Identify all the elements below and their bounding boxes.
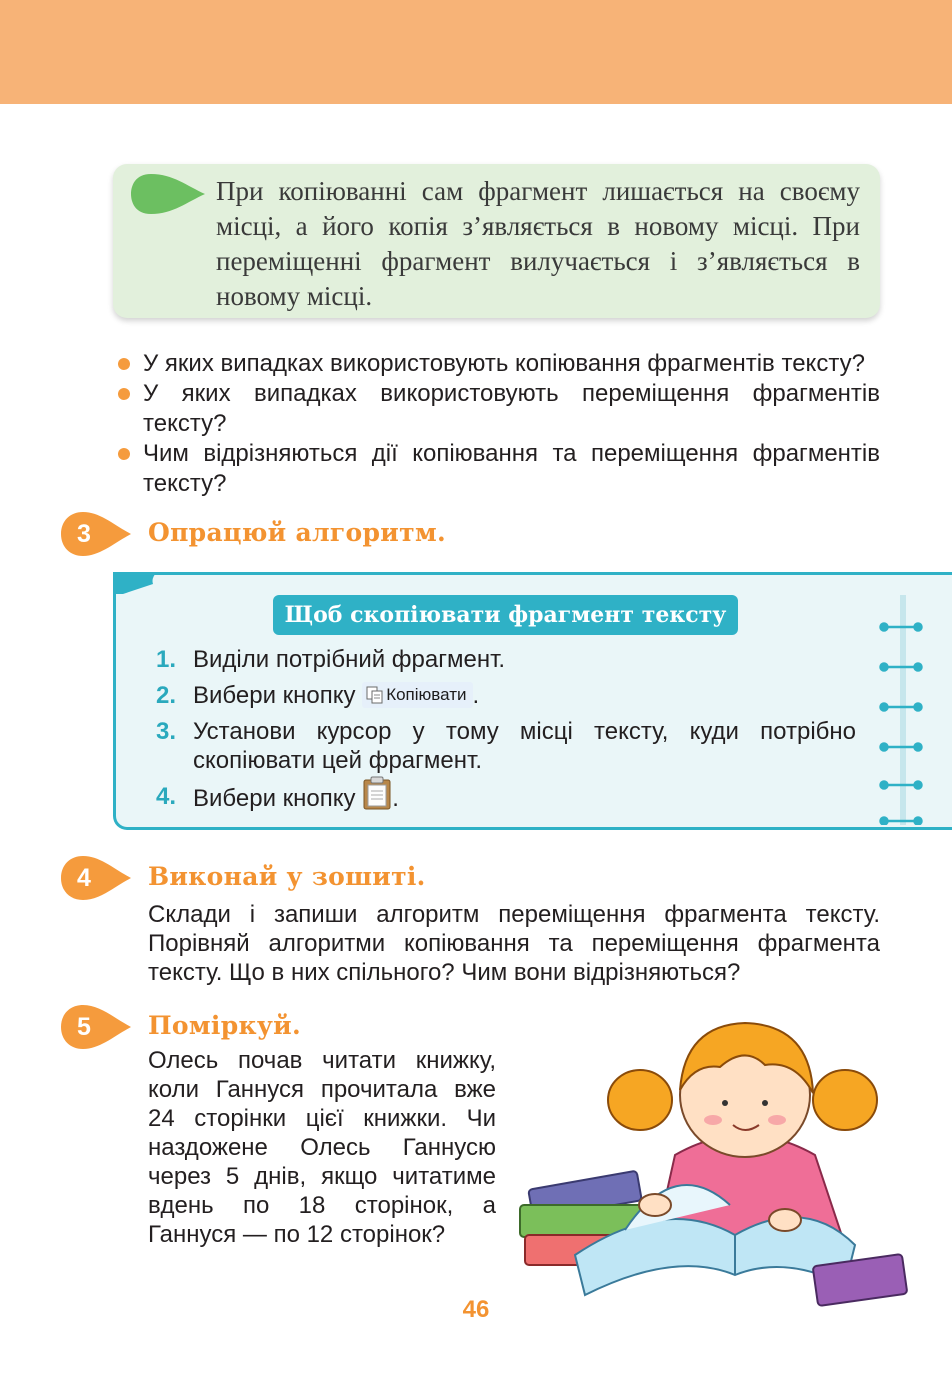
algorithm-steps [156,645,856,824]
algorithm-step: 4. Вибери кнопку . [156,782,856,817]
green-leaf-icon [129,172,209,216]
box-corner-decoration [113,572,159,594]
task-5-title: Поміркуй. [148,1011,301,1040]
algorithm-step: 3. Установи курсор у тому місці тексту, куди потрібно скопіювати цей фрагмент. [156,718,856,774]
info-note-box [113,164,880,318]
bullet-dot-icon [118,388,130,400]
question-item: У яких випадках використовують переміщення фрагментів тексту? [116,379,880,439]
task-4-text: Склади і запиши алгоритм переміщення фрагмента тексту. Порівняй алгоритми копіювання та переміщення фрагмента тексту. Що в них спільного? Чим вони відрізняються? [148,901,880,986]
page-number: 46 [462,1296,490,1323]
question-item: Чим відрізняються дії копіювання та переміщення фрагментів тексту? [116,439,880,499]
task-5-text: Олесь почав читати книжку, коли Ганнуся прочитала вже 24 сторінки цієї книжки. Чи наздожене Олесь Ганнусю через 5 днів, якщо читатиме вдень по 18 сторінок, а Ганнуся — по 12 сторінок? [148,1047,496,1248]
paste-button[interactable] [362,776,392,817]
question-item: У яких випадках використовують копіювання фрагментів тексту? [116,349,880,379]
task-3-title: Опрацюй алгоритм. [148,518,446,547]
task-3-badge: 3 [60,511,132,557]
bullet-dot-icon [118,448,130,460]
algorithm-box-title: Щоб скопіювати фрагмент тексту [273,595,738,635]
top-color-band [0,0,952,104]
copy-button[interactable]: Копіювати [362,682,472,708]
algorithm-step: 1. Виділи потрібний фрагмент. [156,646,506,673]
paste-icon [362,776,392,810]
task-4-badge: 4 [60,855,132,901]
algorithm-step: 2. Вибери кнопку Копіювати . [156,682,480,709]
task-5-badge: 5 [60,1004,132,1050]
bullet-dot-icon [118,358,130,370]
question-list [116,349,880,499]
copy-icon [366,686,384,704]
info-note-text: При копіюванні сам фрагмент лишається на своєму місці, а його копія з’являється в новому місці. При переміщенні фрагмент вилучається і з’являється в новому місці. [216,176,860,311]
notebook-rings-decoration [878,595,952,825]
girl-reading-illustration [515,1005,915,1315]
algorithm-box [113,572,952,830]
task-4-title: Виконай у зошиті. [148,862,426,891]
